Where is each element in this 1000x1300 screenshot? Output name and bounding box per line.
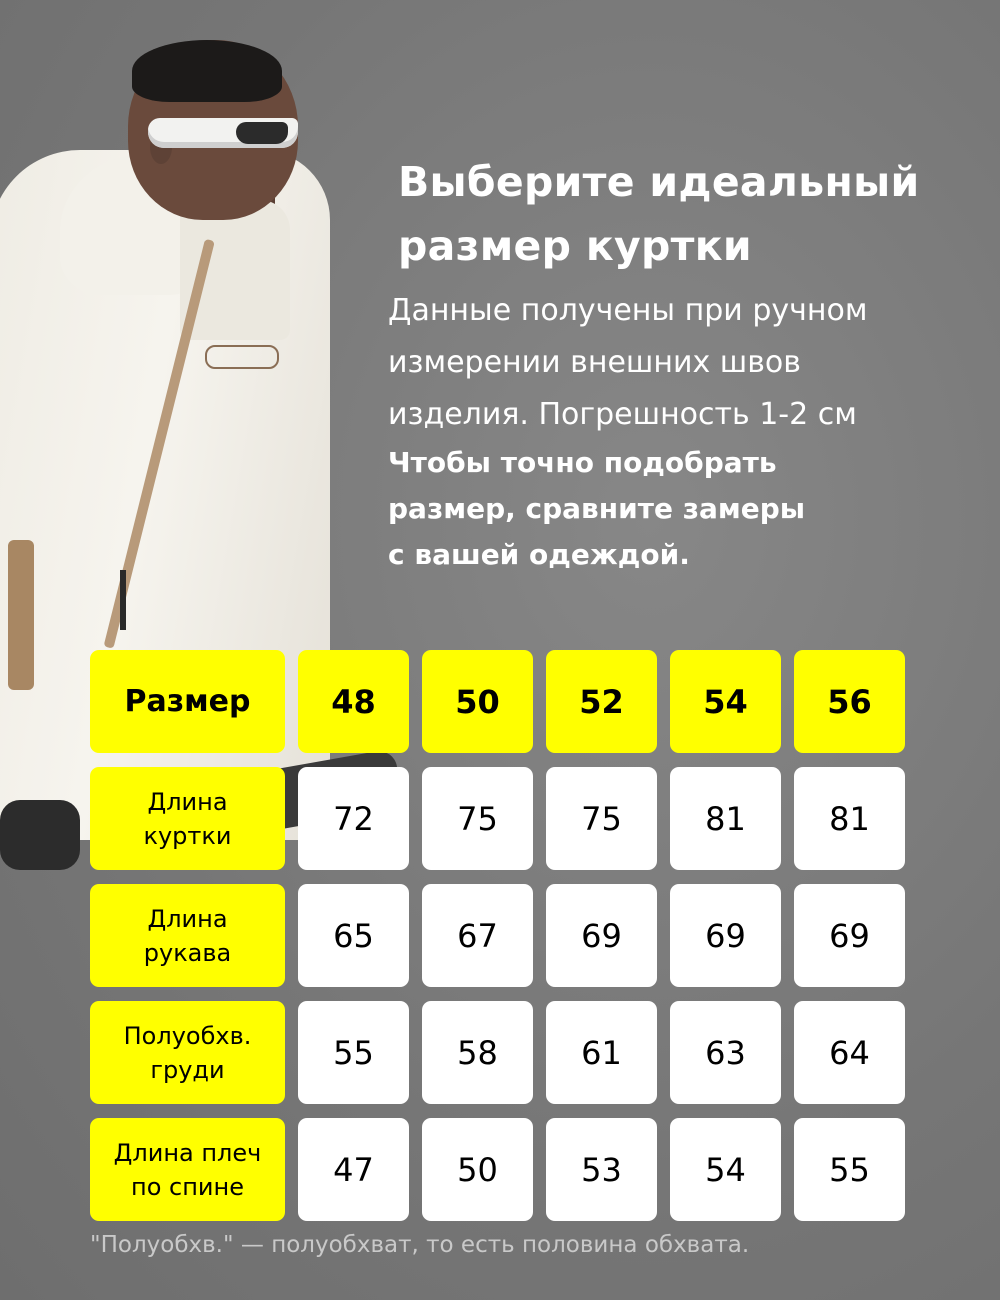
table-cell: 61 — [546, 1001, 657, 1104]
table-cell: 47 — [298, 1118, 409, 1221]
note-line-3: изделия. Погрешность 1-2 см — [388, 397, 857, 432]
advice-line-3: с вашей одеждой. — [388, 538, 690, 571]
row-label-line: Длина плеч — [113, 1138, 262, 1167]
table-cell: 64 — [794, 1001, 905, 1104]
model-glove — [0, 800, 80, 870]
pocket-zipper — [120, 570, 126, 630]
table-cell: 81 — [670, 767, 781, 870]
table-cell: 75 — [422, 767, 533, 870]
table-cell: 69 — [546, 884, 657, 987]
table-cell: 72 — [298, 767, 409, 870]
row-label-sleeve-length — [90, 884, 285, 987]
row-label-back-shoulder-length — [90, 1118, 285, 1221]
note-line-2: измерении внешних швов — [388, 345, 801, 380]
table-cell: 50 — [422, 1118, 533, 1221]
table-cell: 65 — [298, 884, 409, 987]
measurement-note — [388, 285, 968, 441]
jacket-logo — [205, 345, 279, 369]
row-label-line: по спине — [131, 1172, 244, 1201]
note-line-1: Данные получены при ручном — [388, 293, 868, 328]
page-title — [398, 150, 958, 278]
row-label-line: рукава — [143, 938, 232, 967]
row-label-line: груди — [150, 1055, 225, 1084]
title-line-1: Выберите идеальный — [398, 158, 920, 206]
table-cell: 69 — [670, 884, 781, 987]
size-header-56: 56 — [794, 650, 905, 753]
table-cell: 75 — [546, 767, 657, 870]
row-label-jacket-length — [90, 767, 285, 870]
advice-line-2: размер, сравните замеры — [388, 492, 806, 525]
size-table — [90, 650, 906, 1221]
row-label-line: Полуобхв. — [123, 1021, 252, 1050]
row-label-line: Длина — [147, 787, 228, 816]
table-cell: 54 — [670, 1118, 781, 1221]
table-cell: 58 — [422, 1001, 533, 1104]
table-cell: 63 — [670, 1001, 781, 1104]
size-header-52: 52 — [546, 650, 657, 753]
size-header-50: 50 — [422, 650, 533, 753]
sunglasses-lens — [236, 122, 288, 144]
row-label-line: куртки — [143, 821, 232, 850]
table-cell: 53 — [546, 1118, 657, 1221]
table-cell: 81 — [794, 767, 905, 870]
footnote: "Полуобхв." — полуобхват, то есть половина обхвата. — [90, 1232, 750, 1258]
table-cell: 55 — [298, 1001, 409, 1104]
advice-line-1: Чтобы точно подобрать — [388, 446, 777, 479]
table-cell: 55 — [794, 1118, 905, 1221]
table-cell: 69 — [794, 884, 905, 987]
model-hair — [132, 40, 282, 102]
jacket-side-stripe — [8, 540, 34, 690]
row-label-half-chest — [90, 1001, 285, 1104]
title-line-2: размер куртки — [398, 222, 752, 270]
size-header-label: Размер — [90, 650, 285, 753]
size-header-48: 48 — [298, 650, 409, 753]
fitting-advice — [388, 440, 968, 578]
table-cell: 67 — [422, 884, 533, 987]
row-label-line: Длина — [147, 904, 228, 933]
size-header-54: 54 — [670, 650, 781, 753]
